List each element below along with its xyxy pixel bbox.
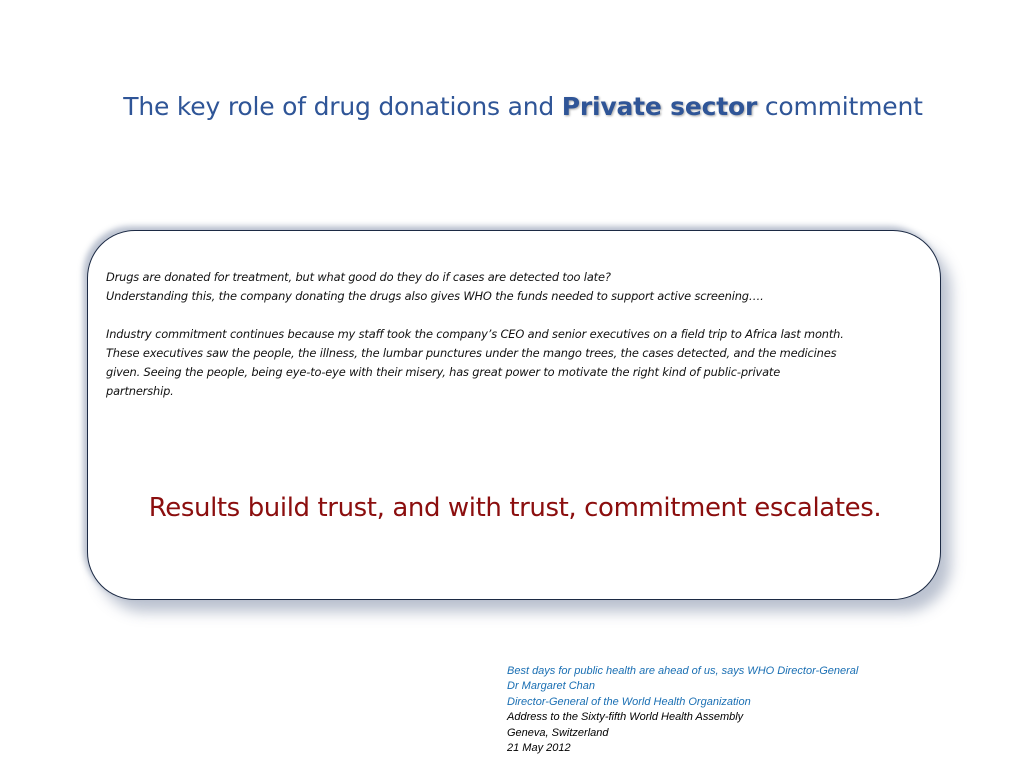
quote-box xyxy=(87,230,941,600)
title-prefix: The key role of drug donations and xyxy=(123,92,562,121)
citation-role: Director-General of the World Health Organization xyxy=(507,695,751,708)
slide-title xyxy=(0,92,1024,121)
citation-headline: Best days for public health are ahead of us, says WHO Director-General xyxy=(507,665,859,677)
quote-body xyxy=(106,268,946,401)
citation-event: Address to the Sixty-fifth World Health Assembly xyxy=(507,711,744,724)
citation-location: Geneva, Switzerland xyxy=(507,726,609,739)
citation-block xyxy=(507,664,858,756)
quote-line: given. Seeing the people, being eye-to-eye with their misery, has great power to motivate the right kind of public-private xyxy=(106,365,781,379)
callout-text: Results build trust, and with trust, commitment escalates. xyxy=(148,493,882,523)
paragraph-gap xyxy=(106,306,946,325)
quote-line: Understanding this, the company donating the drugs also gives WHO the funds needed to support active screening…. xyxy=(106,289,764,303)
title-suffix: commitment xyxy=(757,92,923,121)
quote-line: partnership. xyxy=(106,384,174,398)
quote-line: These executives saw the people, the illness, the lumbar punctures under the mango trees, the cases detected, and the medicines xyxy=(106,346,837,360)
citation-author: Dr Margaret Chan xyxy=(507,680,596,693)
title-emphasis: Private sector xyxy=(561,92,758,121)
quote-line: Drugs are donated for treatment, but what good do they do if cases are detected too late? xyxy=(106,270,611,284)
citation-date: 21 May 2012 xyxy=(507,742,571,755)
quote-line: Industry commitment continues because my staff took the company’s CEO and senior executives on a field trip to Africa last month. xyxy=(106,327,844,341)
